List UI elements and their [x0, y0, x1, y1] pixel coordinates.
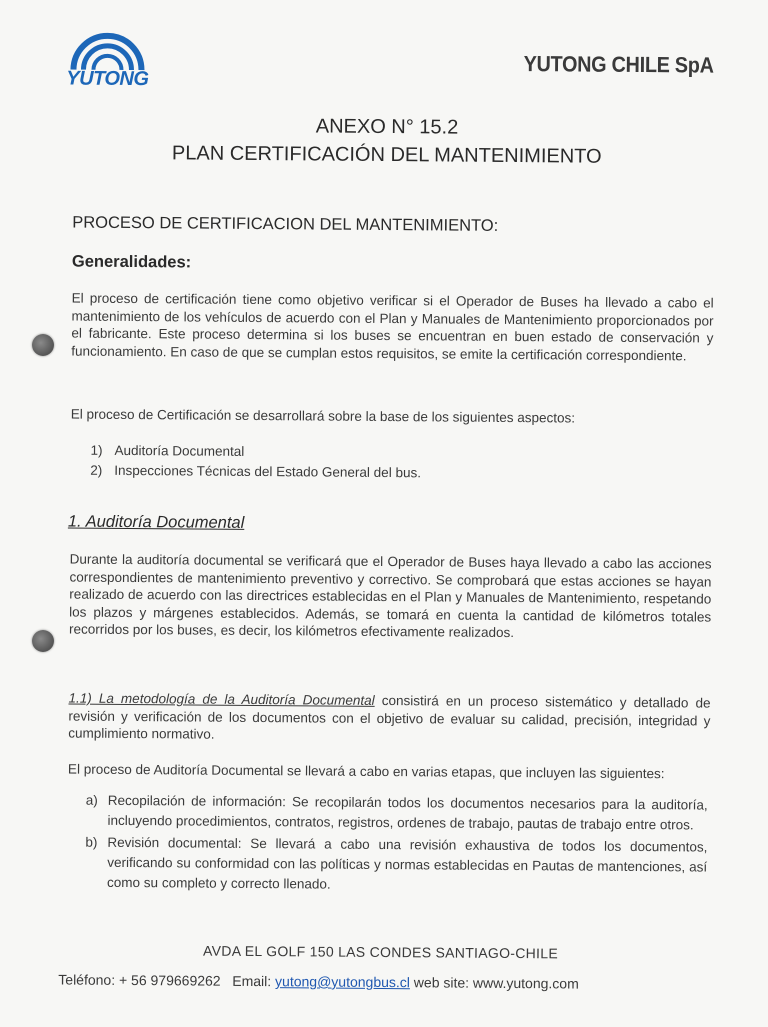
document-title: PLAN CERTIFICACIÓN DEL MANTENIMIENTO: [171, 142, 602, 168]
list-number: 2): [90, 462, 103, 478]
footer-email-link[interactable]: yutong@yutongbus.cl: [275, 973, 411, 991]
paragraph-objective: El proceso de certificación tiene como objetivo verificar si el Operador de Buses ha llevado a cabo el mantenimiento de los vehículos de acuerdo con el Plan y Manuales de Mantenimiento proporcionados por el fabricante. Este proceso determina si los buses se encuentran en buen estado de conservación y funcionamiento. En caso de que se cumplan estos requisitos, se emite la certificación correspondiente.: [71, 290, 714, 363]
punch-hole: [32, 334, 54, 356]
list-item: [85, 791, 707, 836]
yutong-arc-icon: [51, 23, 163, 72]
footer-phone: Teléfono: + 56 979669262: [58, 971, 221, 989]
aspects-list: [90, 441, 421, 484]
stages-list: [85, 791, 708, 900]
list-item: [85, 833, 707, 898]
subheading-generalidades: Generalidades:: [71, 252, 192, 272]
paragraph-audit-description: Durante la auditoría documental se verificará que el Operador de Buses haya llevado a cabo las acciones correspondientes de mantenimiento preventivo y correctivo. Se comprobará que estas acciones se hayan realizado de acuerdo con las directrices establecidas en el Plan y Manuales de Mantenimiento, respetando los plazos y márgenes establecidos. Además, se tomará en cuenta la cantidad de kilómetros totales recorridos por los buses, es decir, los kilómetros efectivamente realizados.: [69, 551, 712, 641]
paragraph-stages-intro: El proceso de Auditoría Documental se llevará a cabo en varias etapas, que incluyen las siguientes:: [67, 761, 665, 782]
footer-email-label: Email:: [232, 972, 272, 990]
paragraph-aspects-intro: El proceso de Certificación se desarrollará sobre la base de los siguientes aspectos:: [70, 406, 576, 426]
punch-hole: [32, 630, 54, 652]
footer-address: AVDA EL GOLF 150 LAS CONDES SANTIAGO-CHILE: [203, 942, 559, 962]
list-item: [90, 441, 421, 464]
company-name: YUTONG CHILE SpA: [523, 51, 714, 78]
logo-text: YUTONG: [66, 67, 149, 91]
list-marker: a): [85, 792, 98, 808]
list-text: Revisión documental: Se llevará a cabo una revisión exhaustiva de todos los documentos, verificando su conformidad con las políticas y normas establecidas en Pautas de mantenciones, así como su completo y correcto llenado.: [107, 834, 708, 892]
list-text: Auditoría Documental: [114, 442, 245, 459]
list-text: Recopilación de información: Se recopilarán todos los documentos necesarios para la auditoría, incluyendo procedimientos, contratos, registros, ordenes de trabajo, pautas de trabajo entre otros.: [107, 792, 708, 833]
list-item: [90, 461, 421, 484]
list-text: Inspecciones Técnicas del Estado General del bus.: [114, 462, 422, 481]
methodology-text: consistirá en un proceso sistemático y detallado de revisión y verificación de los documentos con el objetivo de evaluar su calidad, precisión, integridad y cumplimiento normativo.: [68, 692, 711, 742]
section-heading: PROCESO DE CERTIFICACION DEL MANTENIMIENTO:: [72, 213, 499, 235]
yutong-logo: [51, 23, 164, 96]
footer-contact: [58, 971, 579, 991]
methodology-label: 1.1) La metodología de la Auditoría Documental: [68, 690, 375, 708]
paragraph-methodology: [68, 690, 710, 748]
list-number: 1): [90, 442, 103, 458]
footer-website: web site: www.yutong.com: [413, 974, 579, 992]
annex-number: ANEXO N° 15.2: [315, 115, 459, 139]
list-marker: b): [85, 834, 98, 850]
audit-heading: 1. Auditoría Documental: [67, 512, 245, 532]
